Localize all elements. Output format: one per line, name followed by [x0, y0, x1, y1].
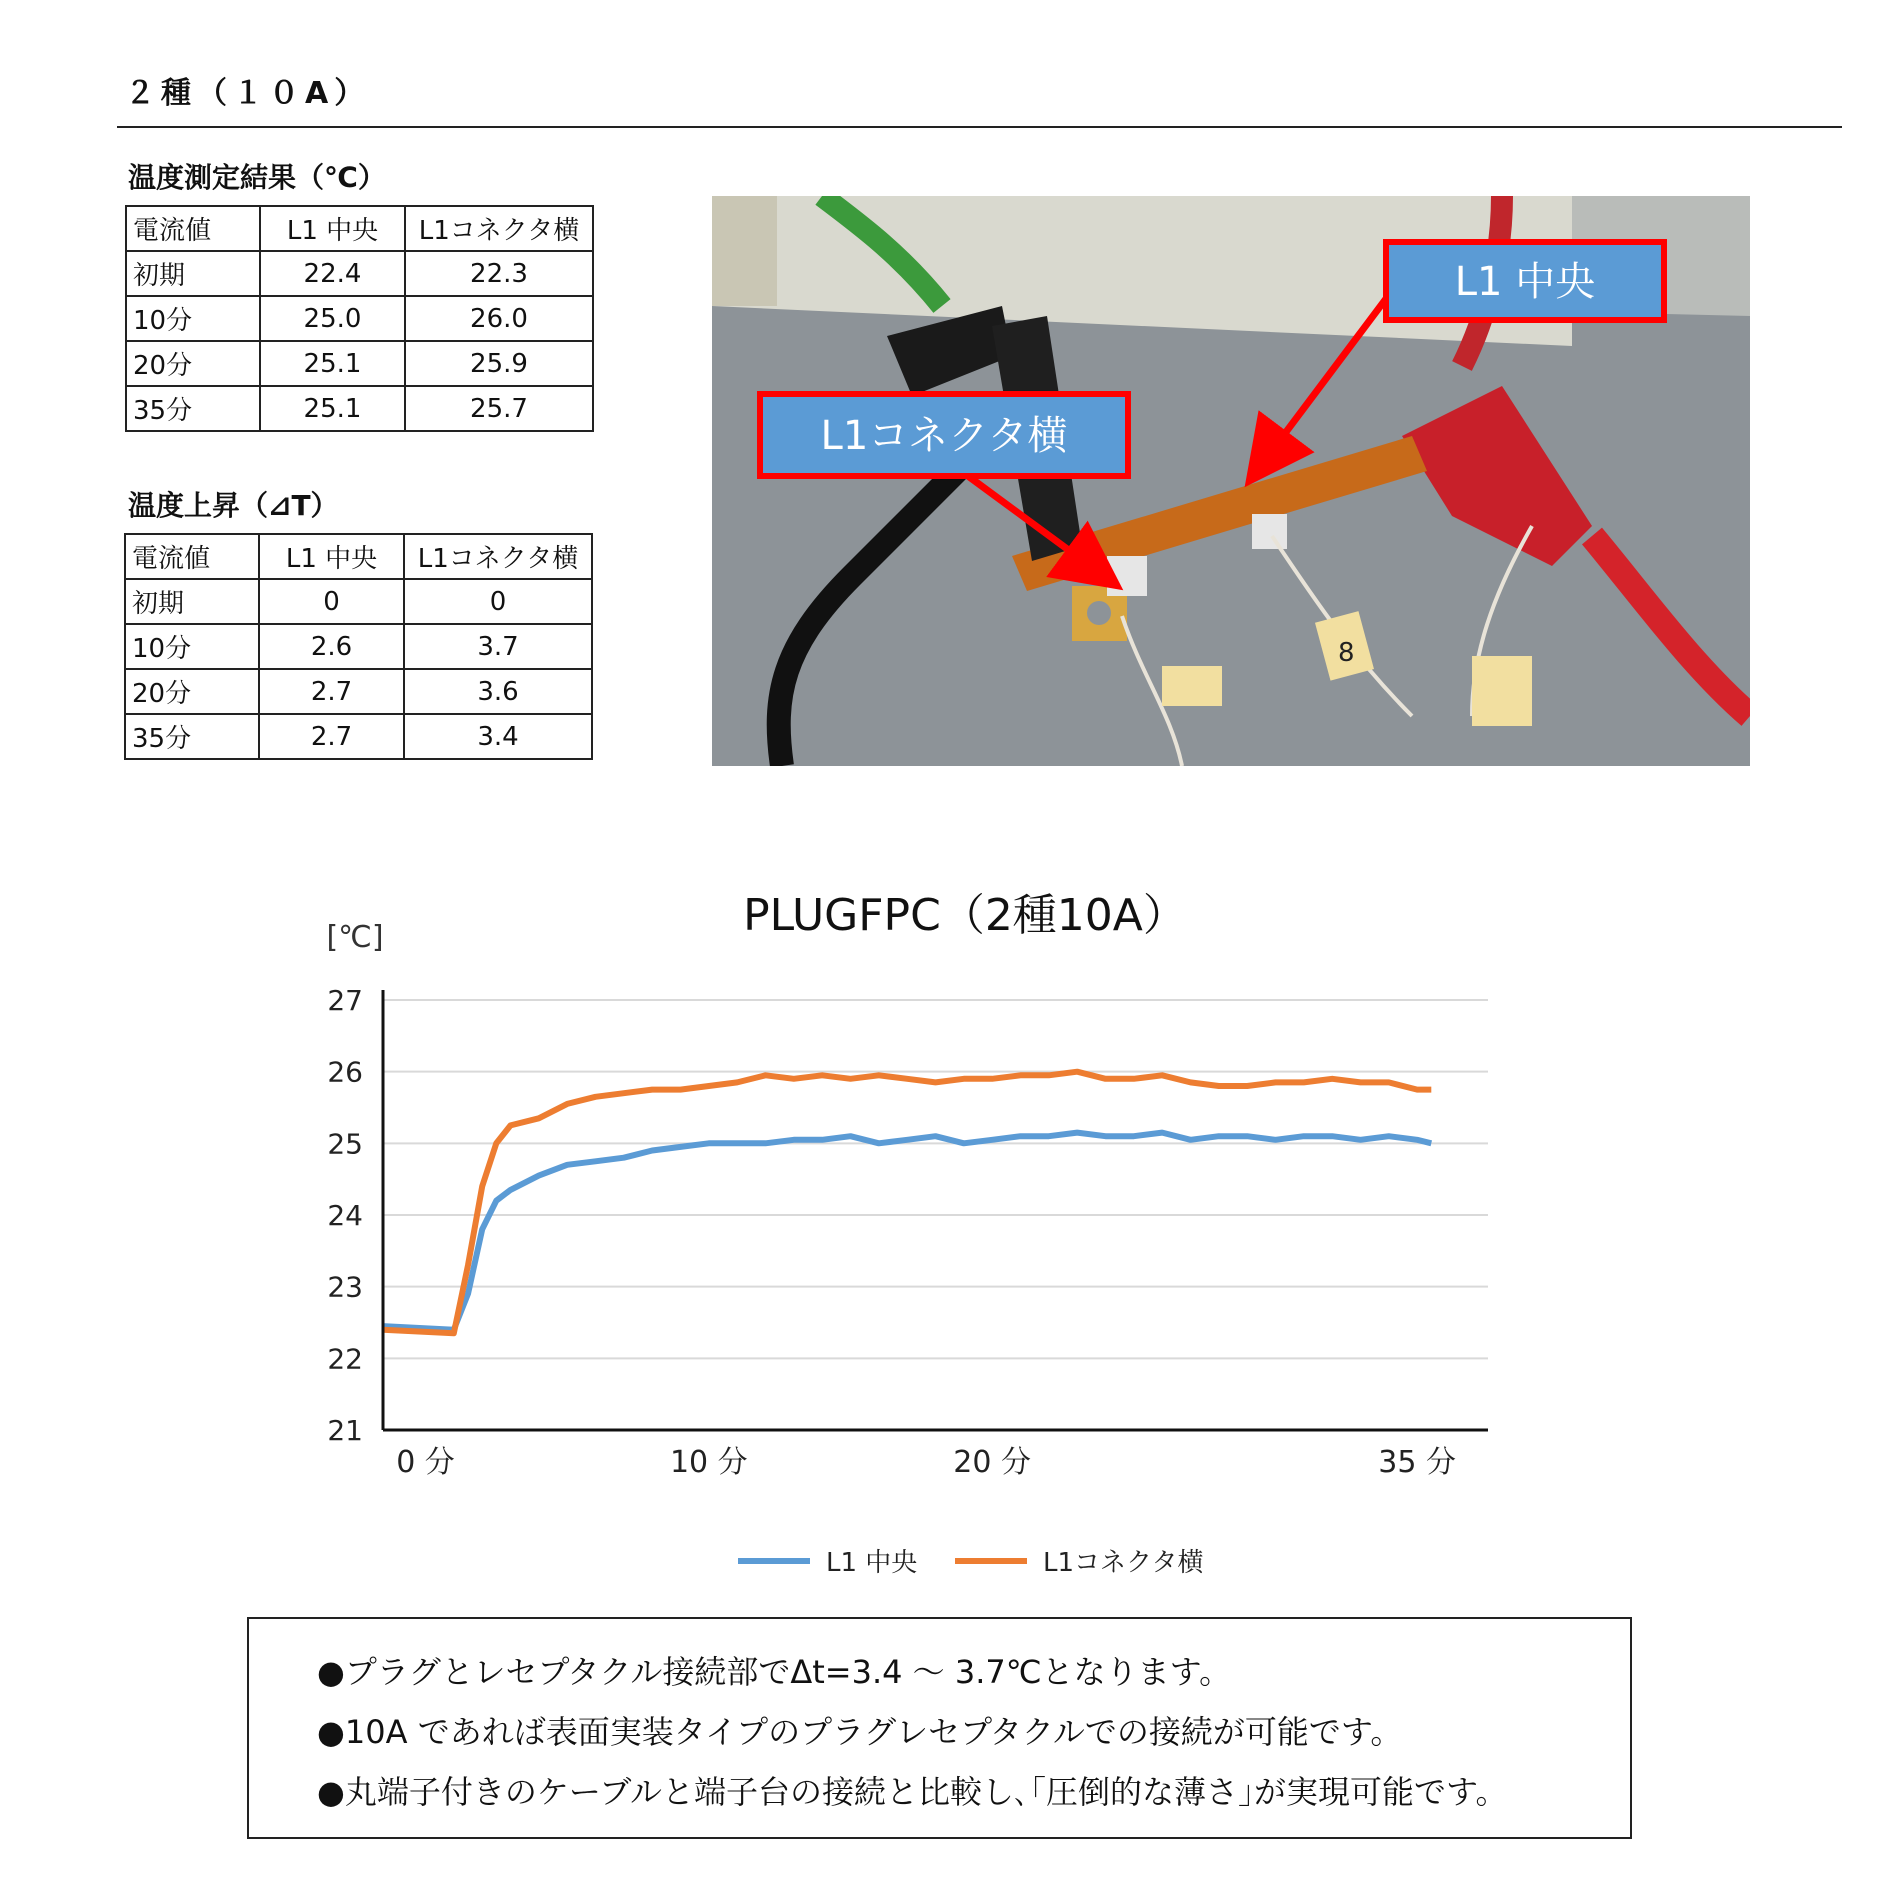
table-header-cell: L1 中央	[259, 534, 404, 579]
table-cell: 35分	[125, 714, 259, 759]
table-cell: 10分	[125, 624, 259, 669]
table-cell: 0	[404, 579, 592, 624]
table-cell: 初期	[126, 251, 260, 296]
table2-caption: 温度上昇（⊿T）	[128, 489, 339, 522]
y-tick-label: 25	[327, 1127, 363, 1161]
terminal-hole	[1087, 601, 1111, 625]
table-cell: 25.1	[260, 341, 405, 386]
note-line: ●プラグとレセプタクル接続部でΔt=3.4 ～ 3.7℃となります。	[317, 1653, 1232, 1691]
gridlines	[383, 1000, 1488, 1358]
x-tick-label: 35 分	[1378, 1445, 1457, 1480]
notes-box	[247, 1617, 1632, 1839]
label-connector-text: L1コネクタ横	[820, 413, 1068, 459]
table-cell: 2.7	[259, 669, 404, 714]
legend-label-l1-center: L1 中央	[826, 1548, 918, 1578]
tape-piece	[1162, 666, 1222, 706]
y-tick-label: 23	[327, 1270, 363, 1304]
temperature-result-table	[125, 205, 594, 432]
table-row	[125, 669, 592, 714]
y-axis-unit: [℃]	[326, 920, 384, 955]
y-tick-label: 22	[327, 1342, 363, 1376]
sensor-tape	[1107, 556, 1147, 596]
series-line-0	[383, 1133, 1431, 1330]
x-tick-labels	[396, 1445, 1456, 1480]
y-tick-label: 24	[327, 1199, 363, 1232]
table1-caption: 温度測定結果（℃）	[128, 161, 386, 194]
table-cell: 25.9	[405, 341, 593, 386]
table-cell: 2.6	[259, 624, 404, 669]
table-header-cell: 電流値	[125, 534, 259, 579]
table-cell: 22.4	[260, 251, 405, 296]
heading-divider	[117, 126, 1842, 128]
table-cell: 3.7	[404, 624, 592, 669]
table-row	[125, 624, 592, 669]
note-line: ●10A であれば表面実装タイプのプラグレセプタクルでの接続が可能です。	[317, 1713, 1403, 1751]
table-cell: 26.0	[405, 296, 593, 341]
table-row	[125, 714, 592, 759]
table-cell: 0	[259, 579, 404, 624]
x-tick-label: 20 分	[953, 1445, 1032, 1480]
table-cell: 22.3	[405, 251, 593, 296]
x-tick-label: 10 分	[669, 1445, 748, 1480]
table-cell: 25.0	[260, 296, 405, 341]
legend	[738, 1548, 1204, 1578]
table-cell: 20分	[126, 341, 260, 386]
table-header-cell: 電流値	[126, 206, 260, 251]
table-cell: 20分	[125, 669, 259, 714]
tape-piece	[1472, 656, 1532, 726]
table-cell: 10分	[126, 296, 260, 341]
test-setup-photo	[712, 196, 1750, 766]
table-cell: 3.6	[404, 669, 592, 714]
table-header-row	[126, 206, 593, 251]
y-tick-label: 26	[327, 1055, 363, 1089]
table-cell: 25.7	[405, 386, 593, 431]
table-row	[126, 296, 593, 341]
table-row	[126, 341, 593, 386]
table-header-cell: L1コネクタ横	[404, 534, 592, 579]
table-header-row	[125, 534, 592, 579]
table-cell: 35分	[126, 386, 260, 431]
table-row	[126, 251, 593, 296]
tape-marker-label: 8	[1338, 638, 1355, 668]
series-lines	[383, 1072, 1431, 1334]
table-cell: 25.1	[260, 386, 405, 431]
board-block	[712, 196, 777, 306]
table-header-cell: L1コネクタ横	[405, 206, 593, 251]
label-center-text: L1 中央	[1454, 259, 1596, 305]
temperature-chart	[0, 870, 1878, 1610]
table-row	[125, 579, 592, 624]
sensor-tape	[1252, 514, 1287, 549]
table-cell: 3.4	[404, 714, 592, 759]
table-cell: 2.7	[259, 714, 404, 759]
legend-label-l1-connector: L1コネクタ横	[1043, 1548, 1204, 1578]
table-row	[126, 386, 593, 431]
table-header-cell: L1 中央	[260, 206, 405, 251]
y-tick-labels	[327, 984, 363, 1447]
x-tick-label: 0 分	[396, 1445, 455, 1480]
table-cell: 初期	[125, 579, 259, 624]
note-line: ●丸端子付きのケーブルと端子台の接続と比較し､｢圧倒的な薄さ｣が実現可能です。	[317, 1773, 1508, 1811]
y-tick-label: 27	[327, 984, 363, 1017]
chart-title: PLUGFPC（2種10A）	[743, 890, 1187, 941]
page-heading: ２種（１０A）	[125, 76, 371, 111]
temperature-rise-table	[124, 533, 593, 760]
series-line-1	[383, 1072, 1431, 1334]
y-tick-label: 21	[327, 1414, 363, 1447]
